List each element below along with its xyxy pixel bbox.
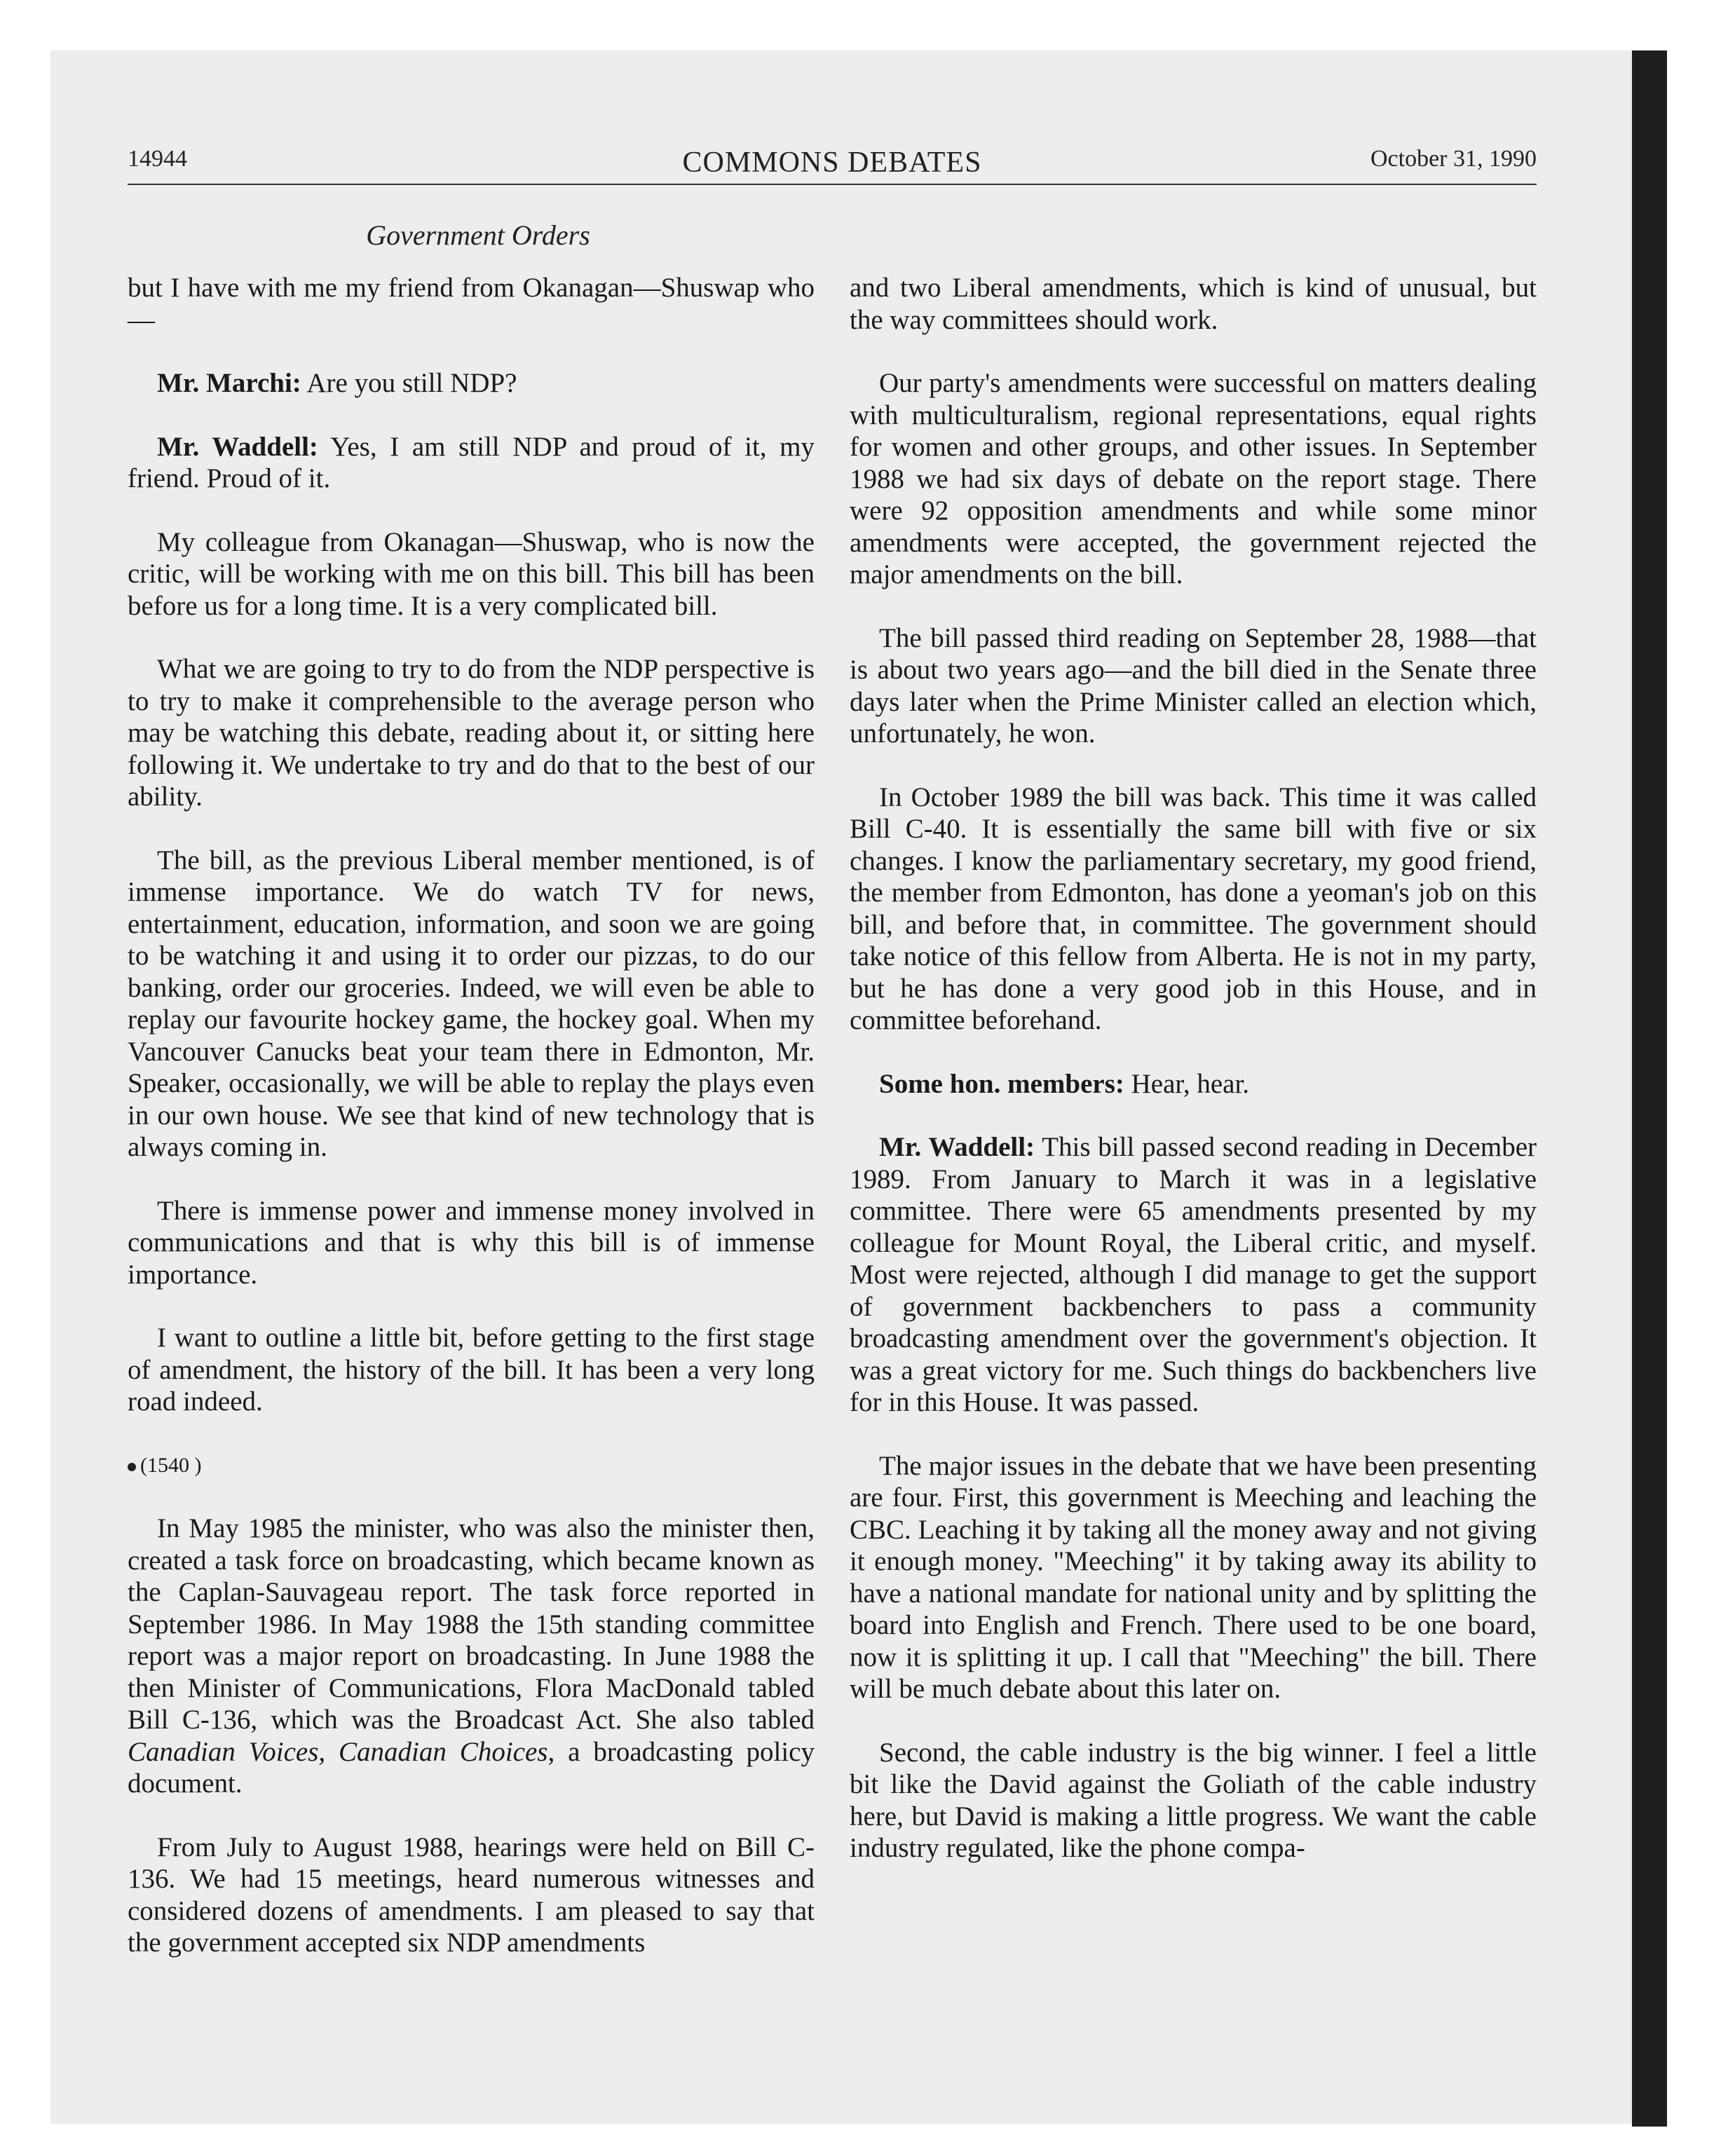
speaker-name: Mr. Marchi: bbox=[157, 368, 301, 398]
speech-paragraph bbox=[128, 431, 815, 495]
right-column bbox=[850, 272, 1537, 1896]
speech-paragraph bbox=[850, 1131, 1537, 1419]
paragraph: From July to August 1988, hearings were held on Bill C-136. We had 15 meetings, heard numerous witnesses and considered dozens of amendments. I am pleased to say that the government accepted six NDP amendments bbox=[128, 1831, 815, 1958]
timestamp-text: (1540 ) bbox=[140, 1453, 202, 1477]
speech-text: Are you still NDP? bbox=[301, 368, 517, 398]
header-rule bbox=[128, 184, 1537, 185]
speech-paragraph bbox=[850, 1068, 1537, 1100]
timestamp-marker bbox=[128, 1449, 815, 1482]
paragraph-text: In May 1985 the minister, who was also the minister then, created a task force on broadcasting, which became known as the Caplan-Sauvageau report. The task force reported in September 1986. In May 1988 the 15th standing committee report was a major report on broadcasting. In June 1988 the then Minister of Communications, Flora MacDonald tabled Bill C-136, which was the Broadcast Act. She also tabled bbox=[128, 1513, 815, 1735]
page-header bbox=[128, 146, 1537, 188]
paragraph: My colleague from Okanagan—Shuswap, who is now the critic, will be working with me on this bill. This bill has been before us for a long time. It is a very complicated bill. bbox=[128, 526, 815, 621]
publication-date: October 31, 1990 bbox=[1370, 146, 1537, 172]
speech-paragraph bbox=[128, 367, 815, 400]
paragraph: but I have with me my friend from Okanagan—Shuswap who— bbox=[128, 273, 815, 335]
paragraph: What we are going to try to do from the NDP perspective is to try to make it comprehensible to the average person who may be watching this debate, reading about it, or sitting here following it. We undertake to try and do that to the best of our ability. bbox=[128, 654, 815, 812]
paragraph: The bill, as the previous Liberal member mentioned, is of immense importance. We do watch TV for news, entertainment, education, information, and soon we are going to be watching it and using it to order our pizzas, to do our banking, order our groceries. Indeed, we will even be able to replay our favourite hockey game, the hockey goal. When my Vancouver Canucks beat your team there in Edmonton, Mr. Speaker, occasionally, we will be able to replay the plays even in our own house. We see that kind of new technology that is always coming in. bbox=[128, 845, 815, 1162]
paragraph: The major issues in the debate that we have been presenting are four. First, this government is Meeching and leaching the CBC. Leaching it by taking all the money away and not giving it enough money. "Meeching" it by taking away its ability to have a national mandate for national unity and by splitting the board into English and French. There used to be one board, now it is splitting it up. I call that "Meeching" the bill. There will be much debate about this later on. bbox=[850, 1450, 1537, 1704]
paragraph: Our party's amendments were successful on matters dealing with multiculturalism, regional representations, equal rights for women and other groups, and other issues. In September 1988 we had six days of debate on the report stage. There were 92 opposition amendments and while some minor amendments were accepted, the government rejected the major amendments on the bill. bbox=[850, 368, 1537, 589]
publication-title: COMMONS DEBATES bbox=[682, 146, 982, 179]
page-number: 14944 bbox=[128, 146, 187, 172]
paragraph: and two Liberal amendments, which is kind of unusual, but the way committees should work. bbox=[850, 273, 1537, 335]
paragraph: There is immense power and immense money involved in communications and that is why this bill is of immense importance. bbox=[128, 1195, 815, 1290]
paragraph: Second, the cable industry is the big winner. I feel a little bit like the David against the Goliath of the cable industry here, but David is making a little progress. We want the cable industry regulated, like the phone compa- bbox=[850, 1737, 1537, 1863]
paragraph: The bill passed third reading on September 28, 1988—that is about two years ago—and the bill died in the Senate three days later when the Prime Minister called an election which, unfortunately, he won. bbox=[850, 622, 1537, 749]
speaker-name: Some hon. members: bbox=[879, 1068, 1124, 1099]
paragraph-text: , a broadcasting policy document. bbox=[128, 1736, 815, 1799]
paragraph bbox=[128, 1513, 815, 1800]
paragraph: In October 1989 the bill was back. This time it was called Bill C-40. It is essentially the same bill with five or six changes. I know the parliamentary secretary, my good friend, the member from Edmonton, has done a yeoman's job on this bill, and before that, in committee. The government should take notice of this fellow from Alberta. He is not in my party, but he has done a very good job in this House, and in committee beforehand. bbox=[850, 782, 1537, 1035]
document-title: Canadian Voices, Canadian Choices bbox=[128, 1736, 548, 1767]
section-title: Government Orders bbox=[366, 219, 590, 251]
speaker-name: Mr. Waddell: bbox=[879, 1132, 1035, 1162]
speech-text: Hear, hear. bbox=[1124, 1068, 1250, 1099]
speech-text: This bill passed second reading in December 1989. From January to March it was in a legislative committee. There were 65 amendments presented by my colleague for Mount Royal, the Liberal critic, and myself. Most were rejected, although I did manage to get the support of government backbenchers to pass a community broadcasting amendment over the government's objection. It was a great victory for me. Such things do backbenchers live for in this House. It was passed. bbox=[850, 1132, 1537, 1417]
paragraph: I want to outline a little bit, before getting to the first stage of amendment, the history of the bill. It has been a very long road indeed. bbox=[128, 1323, 815, 1417]
bullet-icon bbox=[128, 1463, 136, 1471]
left-column bbox=[128, 272, 815, 1991]
speaker-name: Mr. Waddell: bbox=[157, 431, 318, 462]
speech-text: Yes, I am still NDP and proud of it, my friend. Proud of it. bbox=[128, 431, 815, 493]
scan-edge-bar bbox=[1632, 50, 1667, 2127]
